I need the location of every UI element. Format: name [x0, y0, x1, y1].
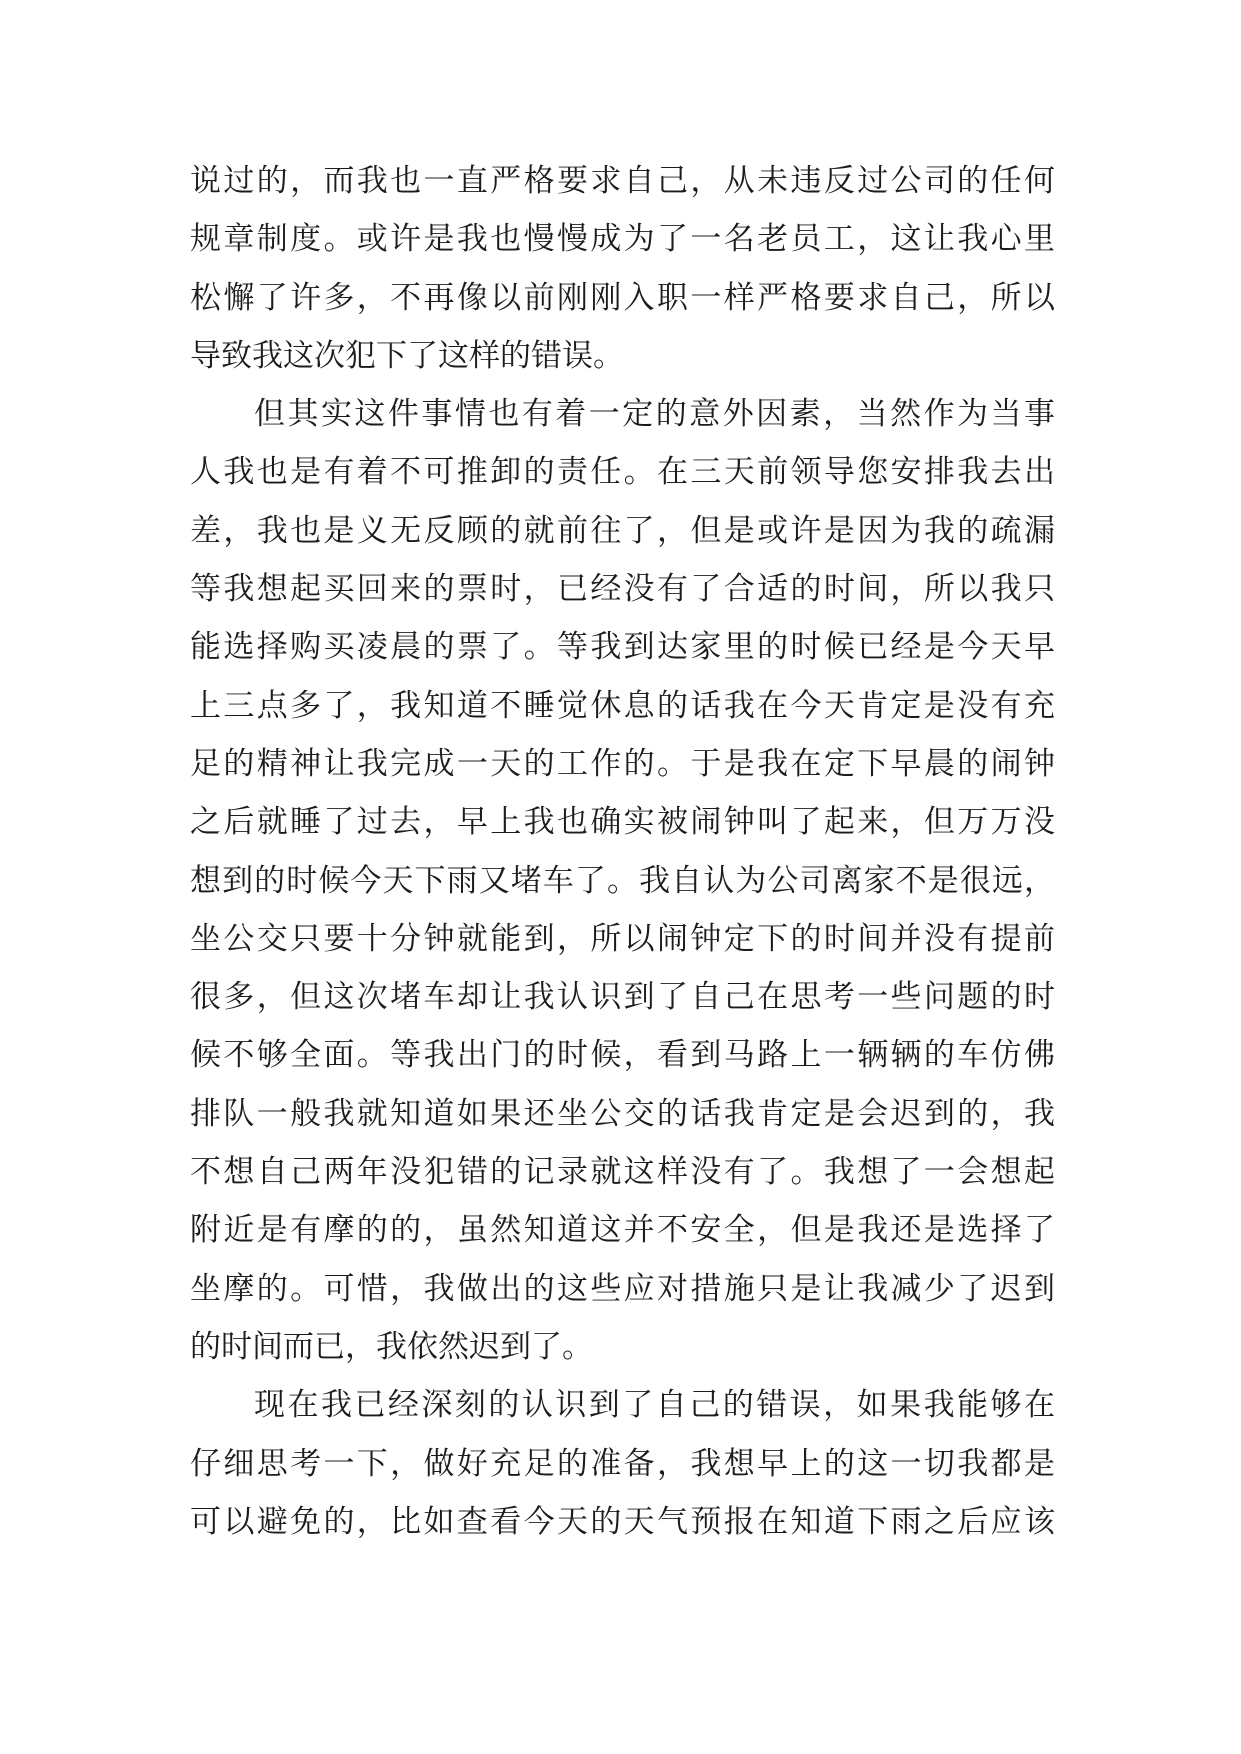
text-line: 说过的，而我也一直严格要求自己，从未违反过公司的任何	[190, 163, 1055, 199]
text-line: 仔细思考一下，做好充足的准备，我想早上的这一切我都是	[190, 1445, 1055, 1482]
text-line: 差，我也是义无反顾的就前往了，但是或许是因为我的疏漏	[190, 512, 1055, 549]
text-line: 松懈了许多，不再像以前刚刚入职一样严格要求自己，所以	[190, 279, 1055, 316]
text-line: 规章制度。或许是我也慢慢成为了一名老员工，这让我心里	[190, 221, 1055, 258]
text-line: 等我想起买回来的票时，已经没有了合适的时间，所以我只	[190, 571, 1055, 608]
text-line: 上三点多了，我知道不睡觉休息的话我在今天肯定是没有充	[190, 687, 1055, 724]
paragraph-first-line: 但其实这件事情也有着一定的意外因素，当然作为当事	[254, 396, 1055, 433]
text-line: 不想自己两年没犯错的记录就这样没有了。我想了一会想起	[190, 1154, 1055, 1191]
text-line: 候不够全面。等我出门的时候，看到马路上一辆辆的车仿佛	[190, 1037, 1055, 1074]
text-line: 坐摩的。可惜，我做出的这些应对措施只是让我减少了迟到	[190, 1270, 1055, 1307]
text-line: 很多，但这次堵车却让我认识到了自己在思考一些问题的时	[190, 979, 1055, 1016]
text-line: 排队一般我就知道如果还坐公交的话我肯定是会迟到的，我	[190, 1095, 1055, 1132]
text-line: 坐公交只要十分钟就能到，所以闹钟定下的时间并没有提前	[190, 920, 1055, 957]
body-text	[190, 152, 1055, 1551]
paragraph-first-line: 现在我已经深刻的认识到了自己的错误，如果我能够在	[254, 1387, 1055, 1424]
text-line: 导致我这次犯下了这样的错误。	[190, 337, 624, 374]
text-line: 足的精神让我完成一天的工作的。于是我在定下早晨的闹钟	[190, 745, 1055, 782]
text-line: 的时间而已，我依然迟到了。	[190, 1328, 593, 1365]
text-line: 可以避免的，比如查看今天的天气预报在知道下雨之后应该	[190, 1503, 1055, 1540]
text-line: 人我也是有着不可推卸的责任。在三天前领导您安排我去出	[190, 454, 1055, 491]
text-line: 能选择购买凌晨的票了。等我到达家里的时候已经是今天早	[190, 629, 1055, 666]
text-line: 想到的时候今天下雨又堵车了。我自认为公司离家不是很远，	[190, 862, 1055, 899]
text-line: 附近是有摩的的，虽然知道这并不安全，但是我还是选择了	[190, 1212, 1055, 1249]
text-line: 之后就睡了过去，早上我也确实被闹钟叫了起来，但万万没	[190, 804, 1055, 841]
